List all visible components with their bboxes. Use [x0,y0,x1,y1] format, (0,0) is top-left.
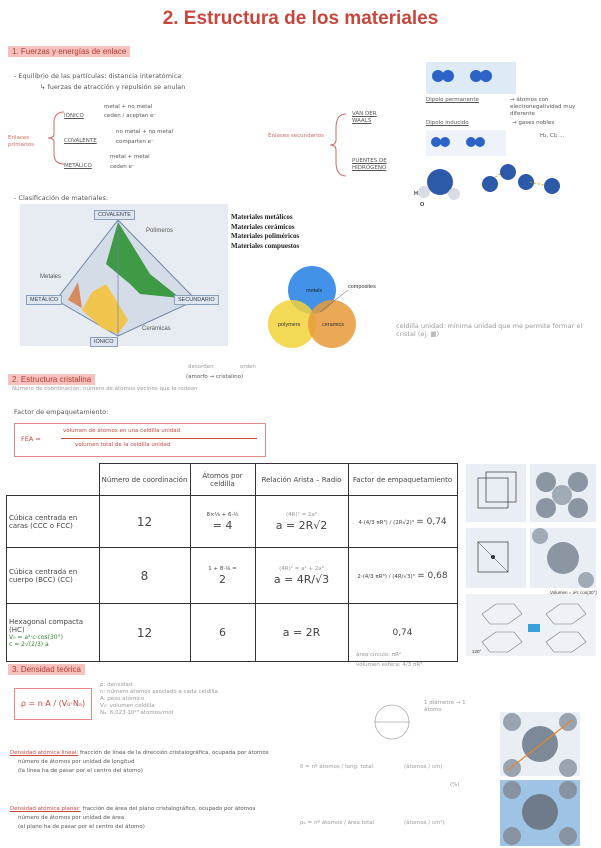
atoms-per-cell [190,496,255,548]
permanent-dipole-image [426,62,516,94]
triangle-ceramicas: Cerámicas [142,326,171,332]
unit-cell-note: celdilla unidad: mínima unidad que me permite formar el cristal (ej. ▦) [396,322,583,338]
triangle-covalente: COVALENTE [94,210,135,220]
dipole-induced-label: Dipolo inducido [426,120,469,126]
packing-factor [348,548,457,604]
o-atom-label: O [420,202,425,208]
covalent-label: COVALENTE [64,138,97,144]
legend-item: ρ: densidad [100,682,133,688]
fea-formula-box [14,423,266,457]
atoms-per-cell [190,548,255,604]
atoms-per-cell: 6 [190,604,255,662]
hc-c-note: c = 2√(2/3) a [9,640,49,648]
diameter-note: 1 diámetro → 1 átomo [424,700,466,713]
structure-name: Cúbica centrada en cuerpo (BCC) (CC) [7,548,100,604]
fea-fraction-bar [61,438,257,439]
atoms-value: = 4 [212,518,233,532]
fea-denominator: volumen total de la celdilla unidad [75,442,171,448]
packing-title: Factor de empaquetamiento: [14,408,109,416]
sphere-volume-note: volumen esfera: 4/3 πR³ [356,662,423,668]
ionic-desc-1: metal + no metal [104,104,153,110]
table-header-cell: Relación Arista – Radio [255,464,348,496]
forces-text: ↳ fuerzas de atracción y repulsión se anulan [40,83,186,91]
legend-item: V₀: volumen celdilla [100,703,155,709]
materials-list [231,213,299,251]
density-cube-images [500,712,580,846]
atoms-expression: 8×⅛ + 6·½ [206,511,239,518]
vdw-label: VAN DER WAALS [352,111,377,124]
triangle-metales: Metales [40,274,62,280]
orden-label: orden [240,364,256,370]
planar-density-title: Densidad atómica planar: [10,806,81,812]
table-header-cell: Factor de empaquetamiento [348,464,457,496]
venn-composites: composites [348,284,376,290]
edge-radius-relation [255,496,348,548]
triangle-ionico: IÓNICO [90,337,118,347]
venn-metals: metals [306,288,323,294]
legend-item: Nₐ: 6,023·10²³ átomos/mol [100,710,174,716]
water-molecules-image [412,156,572,212]
metallic-label: METÁLICO [64,163,92,169]
packing-factor: 0,74 [348,604,457,662]
factor-expression: 2·(4/3 πR³) / (4R/√3)³ [357,573,415,580]
amorfo-text: (amorfo → cristalino) [186,374,244,380]
coordination-text: Número de coordinación: número de átomos vecinos que le rodean [12,386,198,392]
unit-cell-images [466,464,596,656]
dipole-permanent-desc: → átomos con electronegatividad muy diferente [510,97,576,117]
relation-note: (4R)² = a² + 2a² [279,565,324,572]
structure-name-text: Hexagonal compacta (HC) [9,617,84,634]
legend-item: A: peso atómico [100,696,145,702]
dipole-induced-desc: → gases nobles [512,120,555,126]
factor-value: = 0,74 [416,516,447,527]
circle-area-note: área círculo: πR² [356,652,402,658]
table-row [7,496,458,548]
planar-density-note: (el plano ha de pasar por el centro del átomo) [18,824,145,830]
venn-ceramics: ceramics [322,322,345,328]
linear-density-note: (la línea ha de pasar por el centro del átomo) [18,768,143,774]
atom-diameter-sketch [370,702,414,742]
edge-radius-relation: a = 2R [255,604,348,662]
hydrogen-bridge-label: PUENTES DE HIDRÓGENO [352,158,387,171]
triangle-secundario: SECUNDARIO [174,295,219,305]
classification-title: - Clasificación de materiales: [14,194,109,202]
materials-list-item: Materiales compuestos [231,241,300,250]
table-header-cell: Átomos por celdilla [190,464,255,496]
linear-density-desc-2: número de átomos por unidad de longitud [18,759,135,765]
table-header-cell: Número de coordinación [99,464,190,496]
linear-density-unit: (átomos / cm) [404,764,443,770]
metallic-desc-1: metal + metal [110,154,150,160]
linear-density-formula: δ = nº átomos / long. total [300,764,374,770]
desorden-label: desorden [188,364,214,370]
planar-density-desc-2: número de átomos por unidad de área [18,815,125,821]
materials-list-item: Materiales metálicos [231,213,293,221]
section-2-heading: 2. Estructura cristalina [8,374,95,385]
atoms-expression: 1 + 8·⅛ = [208,565,237,572]
structure-name [7,604,100,662]
legend-item: n: número átomos asociado a cada celdilla [100,689,218,695]
page-title: 2. Estructura de los materiales [162,8,439,29]
equilibrium-text: - Equilibrio de las partículas: distancia interatómica [14,72,182,80]
triangle-polimeros: Polímeros [146,228,174,234]
hc-volume-note: V₀ = a²·c·cos(30°) [9,633,63,641]
relation-value: a = 4R/√3 [273,572,330,586]
ionic-label: IÓNICO [64,113,84,119]
atoms-value: 2 [219,572,226,586]
coordination-number: 12 [99,496,190,548]
table-row [7,548,458,604]
primary-bonds-label: Enlaces primarios [8,135,35,148]
section-3-heading: 3. Densidad teórica [8,664,85,675]
planar-density-unit: (átomos / cm²) [404,820,445,826]
fea-label: FEA = [21,435,41,443]
edge-radius-relation [255,548,348,604]
secondary-bonds-label: Enlaces secundarios [268,133,325,139]
gases-text: H₂, Cl₂ ... [540,133,565,139]
density-legend [100,682,218,717]
hc-angle-label: 120° [472,649,482,654]
materials-venn-diagram [262,262,362,352]
planar-density-formula: ρₚ = nº átomos / área total [300,820,375,826]
linear-density-block [10,750,480,757]
linear-density-desc: fracción de línea de la dirección cristalográfica, ocupada por átomos [79,750,269,756]
materials-list-item: Materiales cerámicos [231,222,295,231]
venn-polymers: polymers [278,322,301,328]
packing-factor [348,496,457,548]
relation-note: (4R)² = 2a² [286,511,317,518]
fea-numerator: volumen de átomos en una celdilla unidad [63,428,181,434]
linear-density-pct: (%) [450,782,460,788]
materials-list-item: Materiales poliméricos [231,232,300,240]
coordination-number: 8 [99,548,190,604]
covalent-desc-1: no metal + no metal [116,129,173,135]
relation-value: a = 2R√2 [275,518,328,532]
induced-dipole-image [426,130,506,156]
crystal-structures-table [6,463,458,662]
factor-value: = 0,68 [417,570,448,581]
covalent-desc-2: comparten e⁻ [116,139,154,145]
coordination-number: 12 [99,604,190,662]
triangle-metalico: METÁLICO [26,295,62,305]
linear-density-title: Densidad atómica lineal: [10,750,79,756]
planar-density-desc: fracción de área del plano cristalográfico, ocupado por átomos [82,806,256,812]
metallic-desc-2: ceden e⁻ [110,164,135,170]
section-1-heading: 1. Fuerzas y energías de enlace [8,46,130,57]
factor-expression: 4·(4/3 πR³) / (2R√2)³ [358,519,414,526]
planar-density-block [10,806,480,813]
h-atom-label: H [414,191,418,197]
ionic-desc-2: ceden / aceptan e⁻ [104,113,157,119]
table-header-cell [7,464,100,496]
structure-name: Cúbica centrada en caras (CCC o FCC) [7,496,100,548]
density-formula: ρ = n·A / (V₀·Nₐ) [14,688,92,720]
hc-volume-label: Volumen = a²c cos(30°) [550,590,597,595]
secondary-brace [326,110,350,180]
dipole-permanent-label: Dipolo permanente [426,97,479,103]
